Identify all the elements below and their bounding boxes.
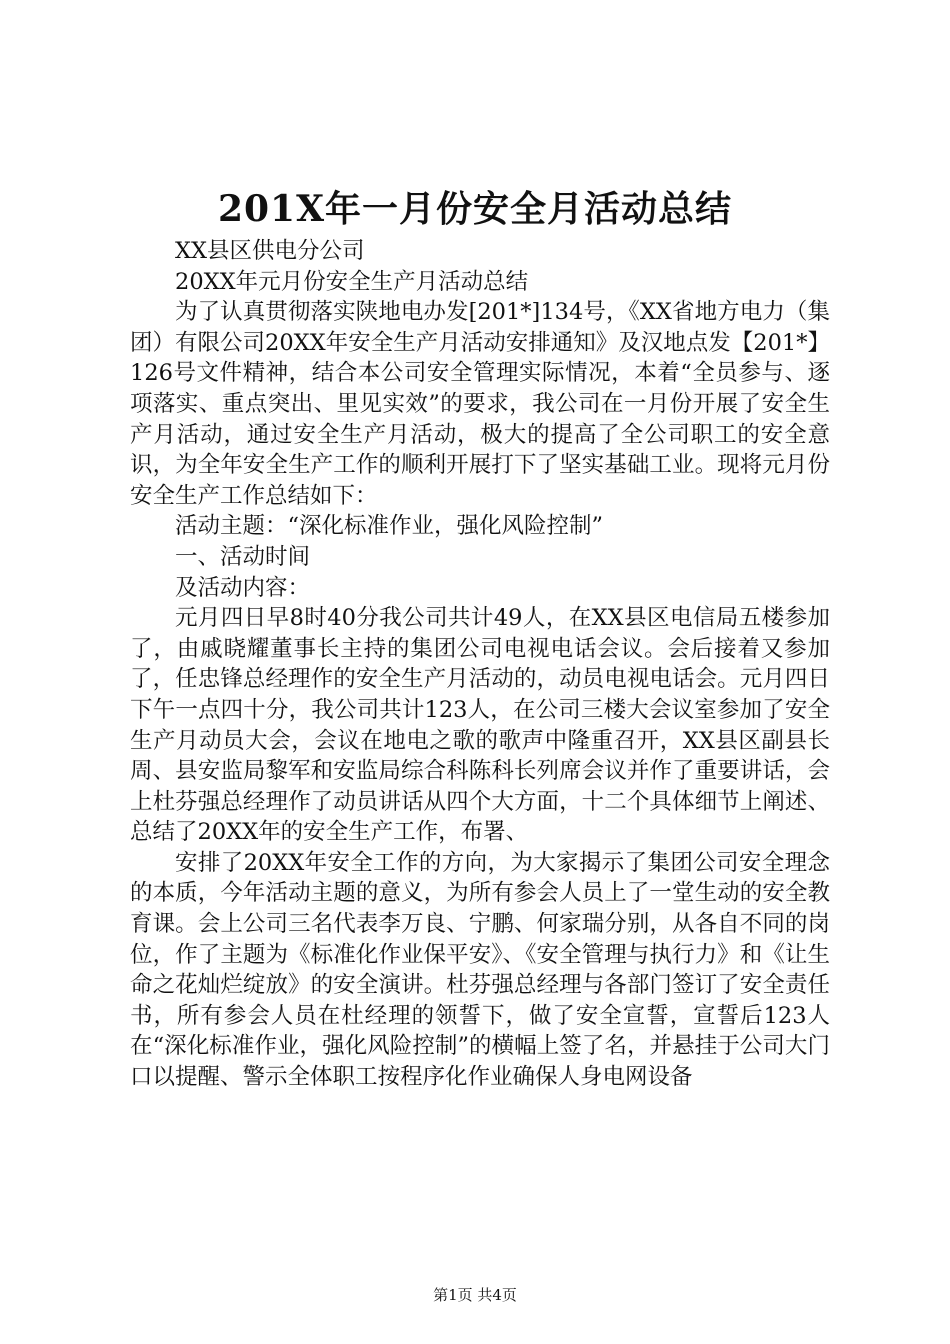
paragraph-intro: 为了认真贯彻落实陕地电办发[201*]134号，《XX省地方电力（集团）有限公司20XX年安全生产月活动安排通知》及汉地点发【201*】126号文件精神，结合本公司安全管理实际情况，本着“全员参与、逐项落实、重点突出、里见实效”的要求，我公司在一月份开展了安全生产月活动，通过安全生产月活动，极大的提高了全公司职工的安全意识，为全年安全生产工作的顺利开展打下了坚实基础工业。现将元月份安全生产工作总结如下： (130, 299, 830, 509)
paragraph-section-heading-cont: 及活动内容： (175, 574, 311, 601)
paragraph-event-continued: 安排了20XX年安全工作的方向，为大家揭示了集团公司安全理念的本质，今年活动主题的意义，为所有参会人员上了一堂生动的安全教育课。会上公司三名代表李万良、宁鹏、何家瑞分别，从各自不同的岗位，作了主题为《标准化作业保平安》、《安全管理与执行力》和《让生命之花灿烂绽放》的安全演讲。杜芬强总经理与各部门签订了安全责任书，所有参会人员在杜经理的领誓下，做了安全宣誓，宣誓后123人在“深化标准作业，强化风险控制”的横幅上签了名，并悬挂于公司大门口以提醒、警示全体职工按程序化作业确保人身电网设备 (130, 849, 830, 1091)
document-body (130, 236, 830, 1093)
document-title: 201X年一月份安全月活动总结 (217, 188, 733, 230)
page-footer: 第1页 共4页 (433, 1286, 517, 1304)
paragraph-subtitle: 20XX年元月份安全生产月活动总结 (175, 268, 529, 295)
paragraph-event-details: 元月四日早8时40分我公司共计49人，在XX县区电信局五楼参加了，由戚晓耀董事长主持的集团公司电视电话会议。会后接着又参加了，任忠锋总经理作的安全生产月活动的，动员电视电话会。元月四日下午一点四十分，我公司共计123人，在公司三楼大会议室参加了安全生产月动员大会，会议在地电之歌的歌声中隆重召开，XX县区副县长周、县安监局黎军和安监局综合科陈科长列席会议并作了重要讲话，会上杜芬强总经理作了动员讲话从四个大方面，十二个具体细节上阐述、总结了20XX年的安全生产工作，布署、 (130, 605, 830, 846)
paragraph-theme: 活动主题：“深化标准作业，强化风险控制” (175, 513, 604, 540)
paragraph-section-heading: 一、活动时间 (175, 543, 311, 570)
paragraph-company: XX县区供电分公司 (175, 238, 365, 264)
